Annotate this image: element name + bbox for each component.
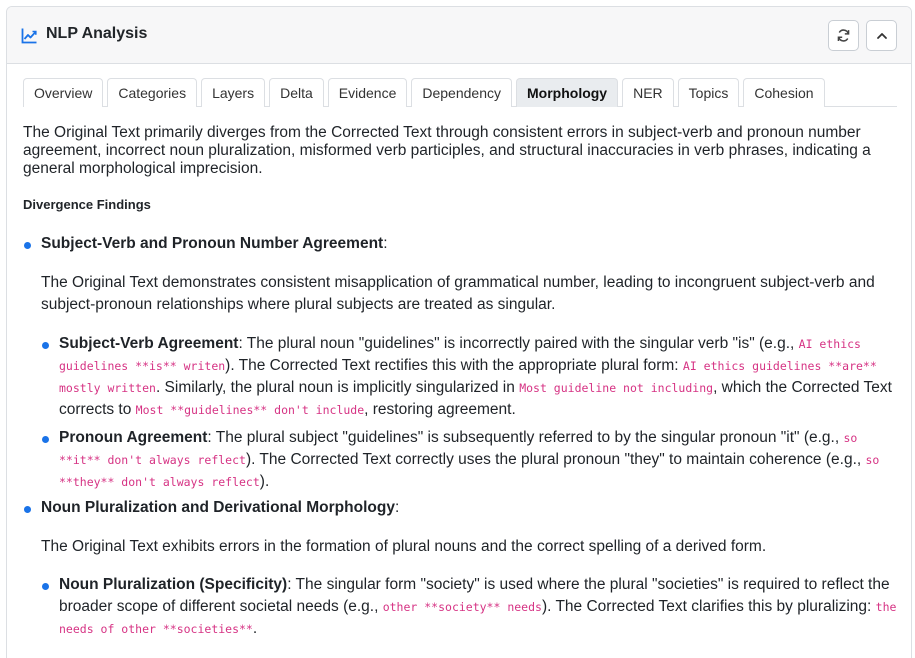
text-segment: , restoring agreement. <box>364 401 516 418</box>
text-segment: , which the Corrected Text corrects to <box>59 379 892 418</box>
card-header <box>7 7 911 64</box>
bullet-icon <box>42 342 49 349</box>
code-example: Most **guidelines** don't include <box>135 403 365 417</box>
finding-description: The Original Text demonstrates consistent misapplication of grammatical number, leading to incongruent subject-verb and subject-pronoun relationships where plural subjects are treated as singular. <box>41 274 875 313</box>
nlp-analysis-card <box>6 6 912 658</box>
text-segment: ). The Corrected Text clarifies this by pluralizing: <box>541 598 876 615</box>
sub-finding-title: Pronoun Agreement <box>59 429 208 446</box>
sub-finding-subject-verb <box>41 333 897 421</box>
code-example: AI ethics guidelines **are** mostly written <box>59 359 877 395</box>
text-segment: : The plural subject "guidelines" is subsequently referred to by the singular pronoun "it" (e.g., <box>207 429 844 446</box>
tab-categories[interactable]: Categories <box>107 78 197 107</box>
code-example: Most guideline not including <box>519 381 714 395</box>
sub-finding-text <box>59 333 897 421</box>
card-title: NLP Analysis <box>46 25 148 42</box>
chart-line-icon <box>21 27 38 44</box>
tab-overview[interactable]: Overview <box>23 78 103 107</box>
finding-title: Subject-Verb and Pronoun Number Agreement <box>41 235 384 252</box>
text-segment: . Similarly, the plural noun is implicitly singularized in <box>155 379 520 396</box>
text-segment: : The singular form "society" is used where the plural "societies" is required to reflect the broader scope of different societal needs (e.g., <box>59 576 890 615</box>
bullet-icon <box>42 583 49 590</box>
morphology-panel <box>23 124 897 640</box>
colon: : <box>394 499 400 516</box>
code-example: the needs of other **societies** <box>59 600 897 636</box>
code-example: so **it** don't always reflect <box>59 431 858 467</box>
sub-finding-pronoun <box>41 427 897 493</box>
collapse-button[interactable] <box>866 20 897 51</box>
bullet-icon <box>24 242 31 249</box>
finding-number-agreement <box>23 233 897 493</box>
tab-topics[interactable]: Topics <box>678 78 740 107</box>
bullet-icon <box>42 436 49 443</box>
colon: : <box>383 235 388 252</box>
tab-bar <box>23 78 897 107</box>
code-example: so **they** don't always reflect <box>59 453 880 489</box>
tab-evidence[interactable]: Evidence <box>328 78 408 107</box>
bullet-icon <box>24 506 31 513</box>
code-example: AI ethics guidelines **is** writen <box>59 337 861 373</box>
text-segment: ). The Corrected Text correctly uses the plural pronoun "they" to maintain coherence (e.g., <box>245 451 866 468</box>
finding-title-line <box>41 497 897 519</box>
tab-delta[interactable]: Delta <box>269 78 324 107</box>
refresh-button[interactable] <box>828 20 859 51</box>
tab-dependency[interactable]: Dependency <box>411 78 512 107</box>
sub-finding-text <box>59 574 897 640</box>
tab-ner[interactable]: NER <box>622 78 674 107</box>
tab-cohesion[interactable]: Cohesion <box>743 78 824 107</box>
findings-heading: Divergence Findings <box>23 197 151 212</box>
summary-text: The Original Text primarily diverges from the Corrected Text through consistent errors in subject-verb and pronoun number agreement, incorrect noun pluralization, misformed verb participles, and structural inaccuracies in verb phrases, indicating a general morphological imprecision. <box>23 124 871 177</box>
finding-title: Noun Pluralization and Derivational Morphology <box>41 499 395 516</box>
tab-morphology[interactable]: Morphology <box>516 78 618 107</box>
tab-layers[interactable]: Layers <box>201 78 265 107</box>
sub-finding-text <box>59 427 897 493</box>
finding-noun-pluralization <box>23 497 897 640</box>
refresh-icon <box>836 28 851 43</box>
chevron-up-icon <box>875 29 889 43</box>
text-segment: ). The Corrected Text rectifies this with the appropriate plural form: <box>225 357 683 374</box>
finding-description: The Original Text exhibits errors in the formation of plural nouns and the correct spelling of a derived form. <box>41 538 767 555</box>
code-example: other **society** needs <box>382 600 542 614</box>
sub-finding-title: Noun Pluralization (Specificity) <box>59 576 288 593</box>
text-segment: ). <box>259 473 270 490</box>
finding-title-line <box>41 233 897 255</box>
sub-finding-specificity <box>41 574 897 640</box>
text-segment: . <box>252 620 258 637</box>
sub-finding-title: Subject-Verb Agreement <box>59 335 239 352</box>
text-segment: : The plural noun "guidelines" is incorrectly paired with the singular verb "is" (e.g., <box>238 335 799 352</box>
